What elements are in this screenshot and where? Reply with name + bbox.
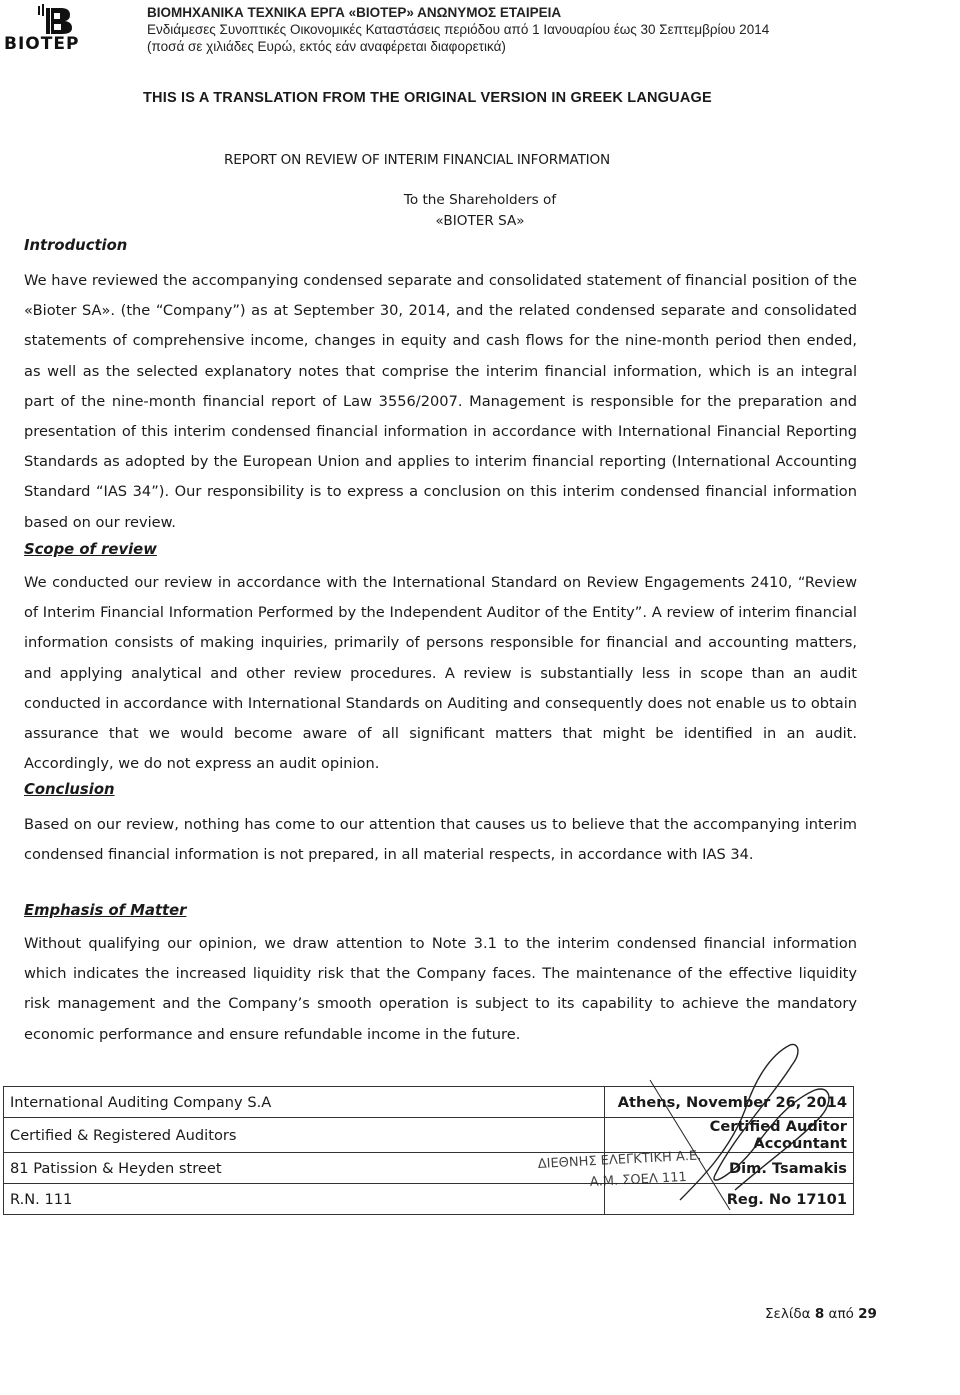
signature-row: [4, 1184, 854, 1215]
scope-paragraph: We conducted our review in accordance with the International Standard on Review Engagements 2410, “Review of Interim Financial Information Performed by the Independent Auditor of the Entity”. A review of interim financial information consists of making inquiries, primarily of persons responsible for financial and accounting matters, and applying analytical and other review procedures. A review is substantially less in scope than an audit conducted in accordance with International Standards on Auditing and consequently does not enable us to obtain assurance that we would become aware of all significant matters that might be identified in an audit. Accordingly, we do not express an audit opinion.: [24, 574, 857, 773]
conclusion-paragraph: Based on our review, nothing has come to our attention that causes us to believe that the accompanying interim condensed financial information is not prepared, in all material respects, in accordance with IAS 34.: [24, 816, 857, 864]
signature-block: [3, 1086, 854, 1215]
emphasis-heading: Emphasis of Matter: [24, 902, 187, 919]
page-number-middle: από: [828, 1306, 854, 1322]
page-number-prefix: Σελίδα: [765, 1306, 811, 1322]
header-company-name: ΒΙΟΜΗΧΑΝΙΚΑ ΤΕΧΝΙΚΑ ΕΡΓΑ «ΒΙΟΤΕΡ» ΑΝΩΝΥΜΟΣ ΕΤΑΙΡΕΙΑ: [147, 5, 562, 20]
signature-row: [4, 1118, 854, 1153]
emphasis-paragraph: Without qualifying our opinion, we draw attention to Note 3.1 to the interim condensed financial information which indicates the increased liquidity risk that the Company faces. The maintenance of the effective liquidity risk management and the Company’s smooth operation is subject to its capability to achieve the mandatory economic performance and ensure refundable income in the future.: [24, 935, 857, 1043]
auditor-firm-name: International Auditing Company S.A: [4, 1087, 605, 1118]
logo-mark-icon: [34, 4, 78, 36]
page-number-current: 8: [814, 1306, 825, 1322]
company-logo: [4, 4, 126, 54]
introduction-heading: Introduction: [24, 237, 128, 254]
page-number-total: 29: [858, 1306, 877, 1322]
svg-text:Α.Μ. ΣΟΕΛ 111: Α.Μ. ΣΟΕΛ 111: [589, 1169, 688, 1190]
report-title: REPORT ON REVIEW OF INTERIM FINANCIAL INFORMATION: [224, 152, 610, 168]
translation-notice: THIS IS A TRANSLATION FROM THE ORIGINAL VERSION IN GREEK LANGUAGE: [143, 90, 712, 106]
header-statement-period: Ενδιάμεσες Συνοπτικές Οικονομικές Καταστάσεις περιόδου από 1 Ιανουαρίου έως 30 Σεπτεμβρίου 2014: [147, 22, 770, 37]
addressee-line-2: «BIOTER SA»: [435, 213, 525, 229]
addressee: [300, 190, 660, 232]
auditor-reg-number: Reg. No 17101: [605, 1184, 854, 1215]
svg-text:ΔΙΕΘΝΗΣ ΕΛΕΓΚΤΙΚΗ Α.Ε.: ΔΙΕΘΝΗΣ ΕΛΕΓΚΤΙΚΗ Α.Ε.: [537, 1148, 702, 1172]
conclusion-heading: Conclusion: [24, 781, 115, 798]
signing-place-date: Athens, November 26, 2014: [605, 1087, 854, 1118]
page-number: [765, 1306, 877, 1322]
auditor-firm-reg-number: R.N. 111: [4, 1184, 605, 1215]
signature-row: [4, 1087, 854, 1118]
logo-wordmark: BIOTEP: [4, 34, 80, 54]
auditor-firm-type: Certified & Registered Auditors: [4, 1118, 605, 1153]
scope-heading: Scope of review: [24, 541, 157, 558]
header-currency-note: (ποσά σε χιλιάδες Ευρώ, εκτός εάν αναφέρεται διαφορετικά): [147, 39, 506, 54]
addressee-line-1: To the Shareholders of: [403, 192, 557, 208]
introduction-paragraph: We have reviewed the accompanying condensed separate and consolidated statement of financial position of the «Bioter SA». (the “Company”) as at September 30, 2014, and the related condensed separate and consolidated statements of comprehensive income, changes in equity and cash flows for the nine-month period then ended, as well as the selected explanatory notes that comprise the interim financial information, which is an integral part of the nine-month financial report of Law 3556/2007. Management is responsible for the preparation and presentation of this interim condensed financial information in accordance with International Financial Reporting Standards as adopted by the European Union and applies to interim financial reporting (International Accounting Standard “IAS 34”). Our responsibility is to express a conclusion on this interim condensed financial information based on our review.: [24, 272, 857, 531]
auditor-name: Dim. Tsamakis: [605, 1153, 854, 1184]
document-header: [147, 4, 947, 55]
auditor-firm-address: 81 Patission & Heyden street: [4, 1153, 605, 1184]
signature-row: [4, 1153, 854, 1184]
auditor-title: Certified Auditor Accountant: [605, 1118, 854, 1153]
